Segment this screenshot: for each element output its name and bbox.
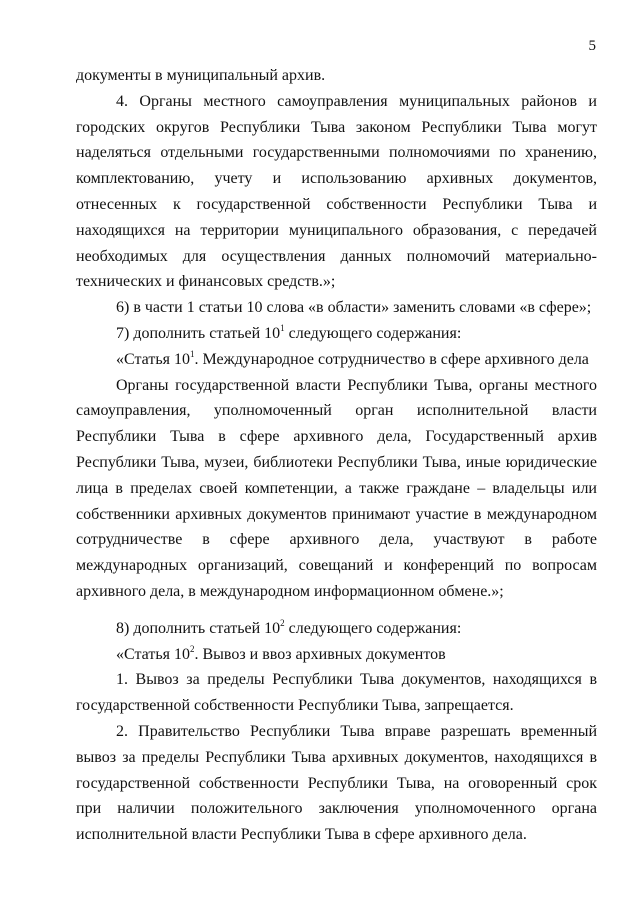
- amendment-8-text-end: следующего содержания:: [284, 619, 462, 637]
- paragraph-continuation: документы в муниципальный архив.: [76, 67, 326, 84]
- heading-text: «Статья 10: [116, 645, 190, 663]
- article-10-2-heading: [76, 642, 597, 668]
- heading-text-end: . Вывоз и ввоз архивных документов: [194, 645, 446, 663]
- superscript: 1: [280, 322, 285, 333]
- amendment-8-text: 8) дополнить статьей 10: [116, 619, 281, 637]
- heading-text-end: . Международное сотрудничество в сфере архивного дела: [194, 350, 589, 368]
- paragraph-amendment-6: 6) в части 1 статьи 10 слова «в области» заменить словами «в сфере»;: [116, 299, 592, 317]
- superscript: 2: [189, 643, 195, 654]
- article-10-2-part-2: 2. Правительство Республики Тыва вправе разрешать временный вывоз за пределы Республики Тыва архивных документов, находящихся в государственной собственности Республики Тыва, на оговоренный срок при наличии положительного заключения уполномоченного органа исполнительной власти Республики Тыва в сфере архивного дела.: [76, 722, 597, 844]
- paragraph-amendment-7: [76, 321, 597, 347]
- page-number: 5: [588, 38, 596, 54]
- paragraph-amendment-8: [76, 616, 597, 642]
- article-10-1-heading: [76, 347, 597, 373]
- amendment-7-text-end: следующего содержания:: [284, 324, 462, 342]
- paragraph-item-4: 4. Органы местного самоуправления муниципальных районов и городских округов Республики Тыва законом Республики Тыва могут наделяться отдельными государственными полномочиями по хранению, комплектованию, учету и использованию архивных документов, отнесенных к государственной собственности Республики Тыва и находящихся на территории муниципального образования, с передачей необходимых для осуществления данных полномочий материально-технических и финансовых средств.»;: [76, 92, 597, 291]
- document-body: [76, 63, 597, 848]
- amendment-7-text: 7) дополнить статьей 10: [116, 324, 281, 342]
- article-10-1-body: Органы государственной власти Республики Тыва, органы местного самоуправления, уполномоченный орган исполнительной власти Республики Тыва в сфере архивного дела, Государственный архив Республики Тыва, музеи, библиотеки Республики Тыва, иные юридические лица в пределах своей компетенции, а также граждане – владельцы или собственники архивных документов принимают участие в международном сотрудничестве в сфере архивного дела, участвуют в работе международных организаций, совещаний и конференций по вопросам архивного дела, в международном информационном обмене.»;: [76, 376, 597, 600]
- superscript: 2: [280, 617, 285, 628]
- article-10-2-part-1: 1. Вывоз за пределы Республики Тыва документов, находящихся в государственной собственности Республики Тыва, запрещается.: [76, 671, 597, 715]
- superscript: 1: [189, 348, 195, 359]
- heading-text: «Статья 10: [116, 350, 190, 368]
